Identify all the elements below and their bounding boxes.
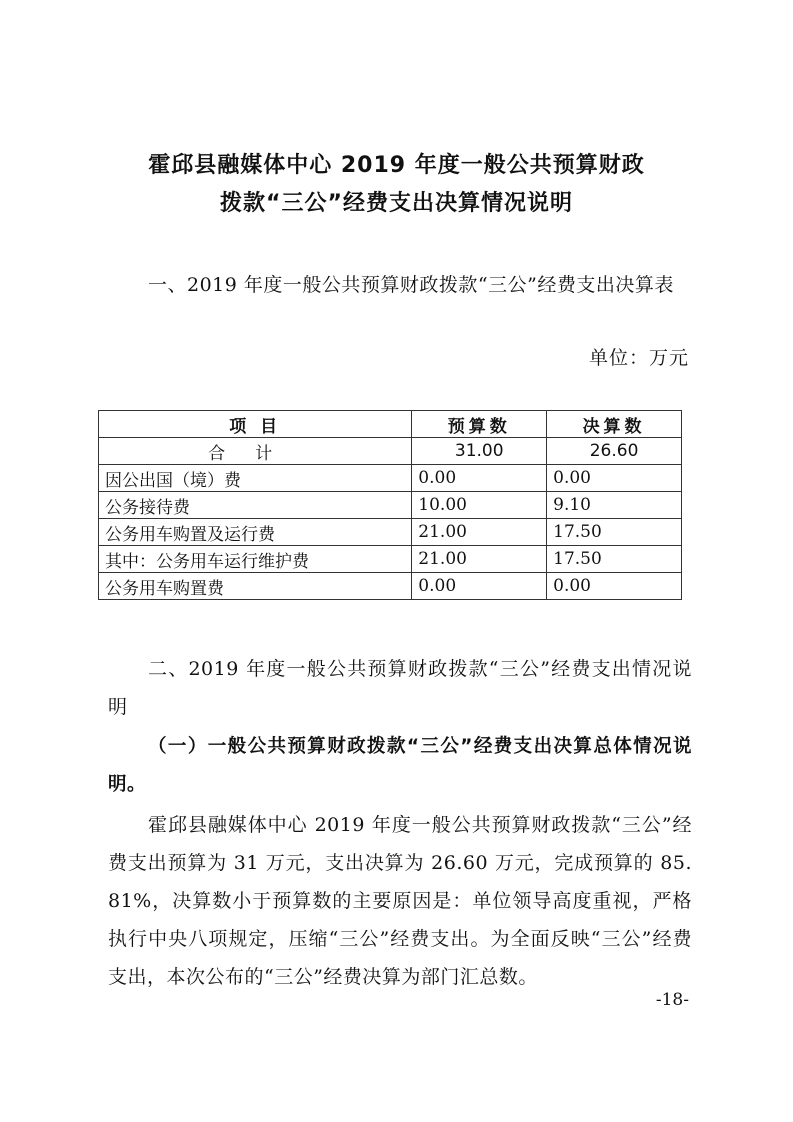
row-label: 其中：公务用车运行维护费	[99, 546, 412, 573]
table-total-row	[99, 438, 682, 465]
row-budget: 21.00	[412, 519, 547, 546]
header-actual: 决算数	[547, 411, 682, 438]
page-number: -18-	[655, 990, 689, 1010]
row-actual: 0.00	[547, 573, 682, 600]
subsection-1-heading: （一）一般公共预算财政拨款“三公”经费支出决算总体情况说明。	[108, 736, 692, 795]
body-paragraph: 霍邱县融媒体中心 2019 年度一般公共预算财政拨款“三公”经费支出预算为 31 万元，支出决算为 26.60 万元，完成预算的 85.81%，决算数小于预算数的主要原因是：单位领导高度重视，严格执行中央八项规定，压缩“三公”经费支出。为全面反映“三公”经费支出，本次公布的“三公”经费决算为部门汇总数。	[108, 814, 692, 988]
table-row	[99, 519, 682, 546]
unit-label: 单位：万元	[588, 347, 689, 369]
row-budget: 0.00	[412, 573, 547, 600]
three-public-expenses-table	[98, 410, 682, 600]
table-row	[99, 492, 682, 519]
document-title-line-2: 拨款“三公”经费支出决算情况说明	[220, 191, 573, 216]
row-actual: 0.00	[547, 465, 682, 492]
header-budget: 预算数	[412, 411, 547, 438]
total-label: 合计	[99, 438, 412, 465]
table-header-row	[99, 411, 682, 438]
row-label: 因公出国（境）费	[99, 465, 412, 492]
row-budget: 21.00	[412, 546, 547, 573]
row-budget: 0.00	[412, 465, 547, 492]
row-label: 公务接待费	[99, 492, 412, 519]
table-row	[99, 465, 682, 492]
table-row	[99, 573, 682, 600]
table-row	[99, 546, 682, 573]
row-actual: 17.50	[547, 546, 682, 573]
row-label: 公务用车购置费	[99, 573, 412, 600]
row-actual: 9.10	[547, 492, 682, 519]
section-1-heading: 一、2019 年度一般公共预算财政拨款“三公”经费支出决算表	[148, 274, 674, 296]
total-budget: 31.00	[412, 438, 547, 465]
row-budget: 10.00	[412, 492, 547, 519]
section-2-heading: 二、2019 年度一般公共预算财政拨款“三公”经费支出情况说明	[108, 658, 692, 718]
document-title-line-1: 霍邱县融媒体中心 2019 年度一般公共预算财政	[148, 153, 645, 178]
row-label: 公务用车购置及运行费	[99, 519, 412, 546]
total-actual: 26.60	[547, 438, 682, 465]
row-actual: 17.50	[547, 519, 682, 546]
header-item: 项 目	[99, 411, 412, 438]
